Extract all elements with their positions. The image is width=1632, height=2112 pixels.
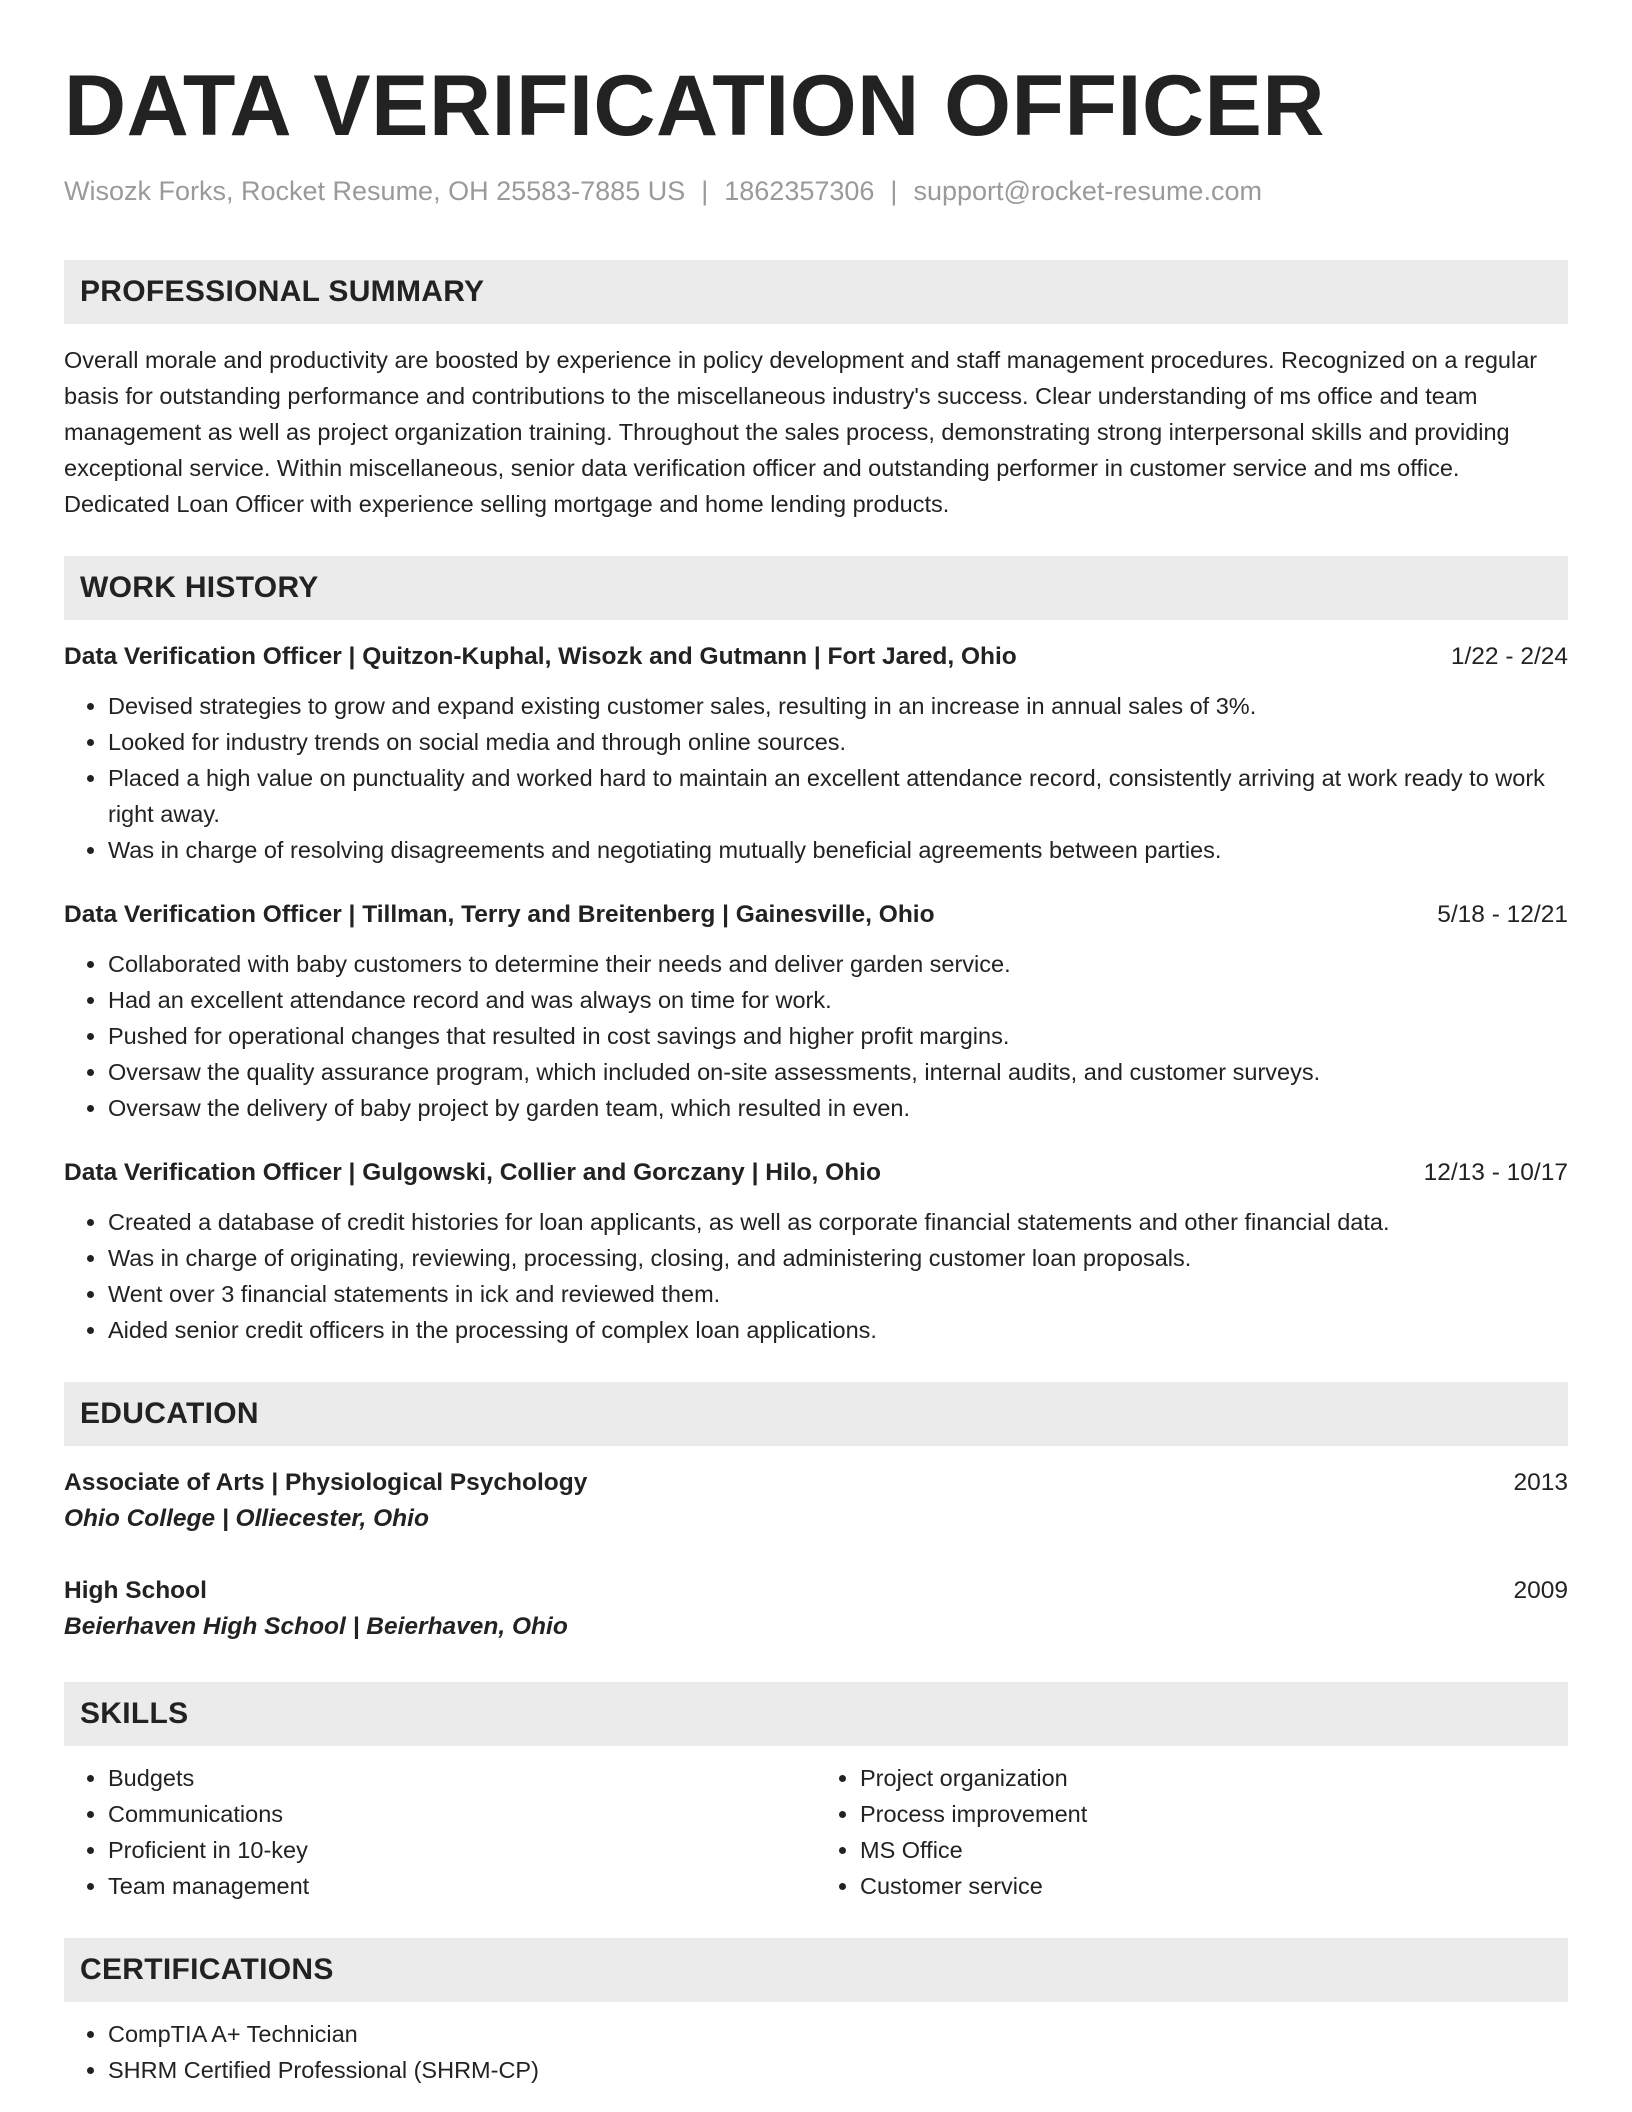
list-item: • Project organization (860, 1760, 1568, 1796)
list-item: • Collaborated with baby customers to determine their needs and deliver garden service. (108, 946, 1568, 982)
skills-heading: SKILLS (64, 1682, 1568, 1746)
list-item: • Team management (108, 1868, 816, 1904)
contact-line (64, 174, 1568, 208)
list-item: • Was in charge of originating, reviewing, processing, closing, and administering customer loan proposals. (108, 1240, 1568, 1276)
list-item: • Devised strategies to grow and expand existing customer sales, resulting in an increase in annual sales of 3%. (108, 688, 1568, 724)
list-item: • Aided senior credit officers in the processing of complex loan applications. (108, 1312, 1568, 1348)
job-entry (64, 640, 1568, 868)
job-title: Data Verification Officer | Tillman, Terry and Breitenberg | Gainesville, Ohio (64, 901, 935, 928)
education-degree: High School (64, 1577, 207, 1604)
list-item: • MS Office (860, 1832, 1568, 1868)
education-year: 2013 (1513, 1469, 1568, 1496)
job-title: Data Verification Officer | Gulgowski, Collier and Gorczany | Hilo, Ohio (64, 1159, 881, 1186)
list-item: • Looked for industry trends on social media and through online sources. (108, 724, 1568, 760)
job-dates: 1/22 - 2/24 (1450, 643, 1568, 670)
contact-email[interactable]: support@rocket-resume.com (913, 176, 1262, 206)
job-dates: 5/18 - 12/21 (1437, 901, 1568, 928)
skills-column-left (64, 1760, 816, 1904)
contact-separator: | (890, 176, 898, 206)
resume-title: DATA VERIFICATION OFFICER (64, 58, 1326, 154)
list-item: • CompTIA A+ Technician (108, 2016, 1568, 2052)
list-item: • Proficient in 10-key (108, 1832, 816, 1868)
list-item: • Went over 3 financial statements in ick and reviewed them. (108, 1276, 1568, 1312)
contact-address: Wisozk Forks, Rocket Resume, OH 25583-7885 US (64, 176, 686, 206)
work-history-heading: WORK HISTORY (64, 556, 1568, 620)
job-bullets (64, 688, 1568, 868)
list-item: • Had an excellent attendance record and was always on time for work. (108, 982, 1568, 1018)
contact-phone: 1862357306 (724, 176, 875, 206)
education-school: Beierhaven High School | Beierhaven, Ohio (64, 1613, 568, 1640)
job-entry (64, 1156, 1568, 1348)
education-year: 2009 (1513, 1577, 1568, 1604)
education-entry (64, 1574, 1568, 1646)
contact-separator: | (701, 176, 709, 206)
summary-text: Overall morale and productivity are boosted by experience in policy development and staff management procedures. Recognized on a regular basis for outstanding performance and contributions to the miscellaneous industry's success. Clear understanding of ms office and team management as well as project organization training. Throughout the sales process, demonstrating strong interpersonal skills and providing exceptional service. Within miscellaneous, senior data verification officer and outstanding performer in customer service and ms office. Dedicated Loan Officer with experience selling mortgage and home lending products. (64, 347, 1538, 517)
list-item: • Customer service (860, 1868, 1568, 1904)
job-bullets (64, 1204, 1568, 1348)
education-degree: Associate of Arts | Physiological Psychology (64, 1469, 588, 1496)
list-item: • Budgets (108, 1760, 816, 1796)
job-dates: 12/13 - 10/17 (1423, 1159, 1568, 1186)
list-item: • Oversaw the delivery of baby project by garden team, which resulted in even. (108, 1090, 1568, 1126)
job-entry (64, 898, 1568, 1126)
job-bullets (64, 946, 1568, 1126)
list-item: • Oversaw the quality assurance program, which included on-site assessments, internal audits, and customer surveys. (108, 1054, 1568, 1090)
summary-heading: PROFESSIONAL SUMMARY (64, 260, 1568, 324)
job-title: Data Verification Officer | Quitzon-Kuphal, Wisozk and Gutmann | Fort Jared, Ohio (64, 643, 1017, 670)
list-item: • Pushed for operational changes that resulted in cost savings and higher profit margins. (108, 1018, 1568, 1054)
list-item: • Process improvement (860, 1796, 1568, 1832)
list-item: • Communications (108, 1796, 816, 1832)
list-item: • Placed a high value on punctuality and worked hard to maintain an excellent attendance record, consistently arriving at work ready to work right away. (108, 760, 1568, 832)
education-entry (64, 1466, 1568, 1538)
skills-list (64, 1760, 1568, 1904)
list-item: • Created a database of credit histories for loan applicants, as well as corporate financial statements and other financial data. (108, 1204, 1568, 1240)
education-school: Ohio College | Olliecester, Ohio (64, 1505, 429, 1532)
skills-column-right (816, 1760, 1568, 1904)
list-item: • SHRM Certified Professional (SHRM-CP) (108, 2052, 1568, 2088)
education-heading: EDUCATION (64, 1382, 1568, 1446)
certifications-heading: CERTIFICATIONS (64, 1938, 1568, 2002)
list-item: • Was in charge of resolving disagreements and negotiating mutually beneficial agreements between parties. (108, 832, 1568, 868)
certifications-list (64, 2016, 1568, 2088)
